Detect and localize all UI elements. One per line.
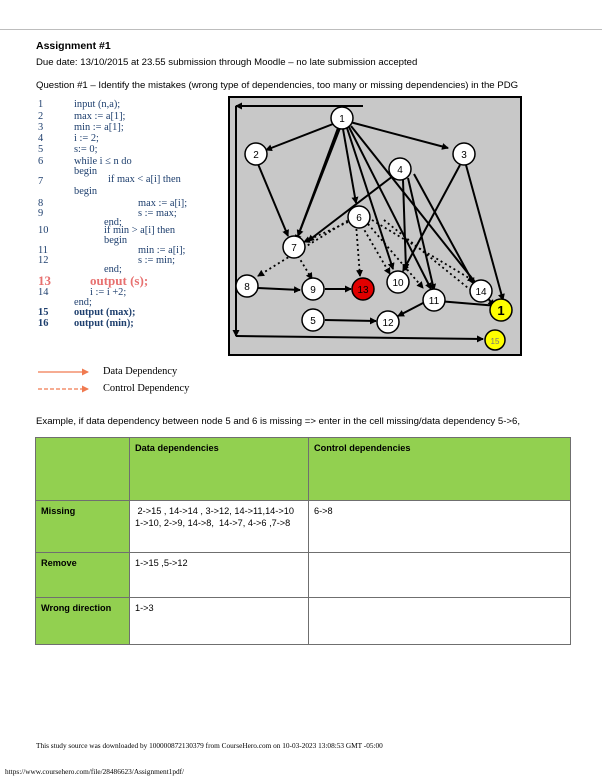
row-label: Remove [36,553,130,598]
node-14 [470,280,492,302]
data-dependency-cell: 1->15 ,5->12 [130,553,309,598]
svg-text:11: 11 [428,296,440,307]
code-line: s := max; [138,208,177,219]
code-line: min := a[1]; [74,122,124,133]
svg-text:2: 2 [253,150,259,161]
code-line: i := i +2; [90,287,127,298]
svg-text:15: 15 [490,337,500,346]
svg-text:10: 10 [392,278,404,289]
code-line: end; [104,264,122,275]
question-text: Question #1 – Identify the mistakes (wrong type of dependencies, too many or missing dependencies) in the PDG [36,80,519,91]
code-listing [0,0,230,360]
svg-text:1: 1 [339,114,345,125]
code-line: min := a[i]; [138,245,186,256]
legend-arrows [36,366,96,396]
node-9 [302,278,324,300]
line-number: 13 [38,273,51,288]
svg-text:8: 8 [244,282,250,293]
code-line: if max < a[i] then [108,174,181,185]
dependency-table [35,437,571,645]
line-number: 11 [38,245,49,256]
code-line: if min > a[i] then [104,225,176,236]
cell-line: 1->10, 2->9, 14->8, 14->7, 4->6 ,7->8 [135,518,291,529]
node-7 [283,236,305,258]
node-10 [387,271,409,293]
code-line-highlight: output (s); [90,273,149,288]
node-1-yellow [490,299,512,321]
node-8 [236,275,258,297]
code-line: s := min; [138,255,176,266]
svg-text:3: 3 [461,150,467,161]
footer-url[interactable]: https://www.coursehero.com/file/28486623/Assignment1pdf/ [5,767,185,776]
table-header-cell [36,438,130,501]
data-dependency-cell: 1->3 [130,598,309,645]
line-number: 1 [38,99,44,110]
assignment-title: Assignment #1 [36,40,111,52]
node-11 [423,289,445,311]
code-line: begin [74,166,98,177]
line-number: 8 [38,198,44,209]
code-line: end; [74,297,92,308]
code-line: output (max); [74,307,136,318]
code-line: max := a[1]; [74,111,126,122]
line-number: 12 [38,255,49,266]
legend-data-label: Data Dependency [103,366,178,377]
node-12 [377,311,399,333]
row-label: Missing [36,501,130,553]
code-line: begin [104,235,128,246]
line-number: 5 [38,144,44,155]
table-header-cell: Control dependencies [309,438,571,501]
cell-line: 2->15 , 14->14 , 3->12, 14->11,14->10 [135,506,294,516]
code-line: output (min); [74,318,134,329]
control-dependency-cell [309,553,571,598]
footer-source-note: This study source was downloaded by 100000872130379 from CourseHero.com on 10-03-2023 13:08:53 GMT -05:00 [36,741,383,750]
line-number: 10 [38,225,49,236]
line-number: 2 [38,111,44,122]
line-number: 3 [38,122,44,133]
legend-control-label: Control Dependency [103,383,190,394]
node-15 [485,330,505,350]
line-number: 15 [38,307,49,318]
control-dependency-cell [309,598,571,645]
code-line: max := a[i]; [138,198,188,209]
svg-text:9: 9 [310,285,316,296]
svg-text:13: 13 [357,285,369,296]
row-label: Wrong direction [36,598,130,645]
node-5 [302,309,324,331]
node-4 [389,158,411,180]
node-2 [245,143,267,165]
pdg-graph-svg [228,96,522,356]
data-dependency-cell [130,501,309,553]
control-dependency-cell: 6->8 [309,501,571,553]
graph-panel [229,97,521,355]
svg-text:4: 4 [397,165,403,176]
table-header-cell: Data dependencies [130,438,309,501]
svg-text:1: 1 [497,303,505,318]
code-line: while i ≤ n do [74,156,132,167]
code-line: i := 2; [74,133,99,144]
svg-text:14: 14 [475,287,487,298]
line-number: 16 [38,318,49,329]
node-13 [352,278,374,300]
example-text: Example, if data dependency between node 5 and 6 is missing => enter in the cell missing/data dependency 5->6, [36,416,520,427]
code-line: input (n,a); [74,99,121,110]
code-line: s:= 0; [74,144,98,155]
svg-text:6: 6 [356,213,362,224]
node-1 [331,107,353,129]
table-row [36,553,571,598]
table-row [36,501,571,553]
node-6 [348,206,370,228]
code-line: end; [104,217,122,228]
svg-text:7: 7 [291,243,297,254]
line-number: 7 [38,176,44,187]
table-header-row [36,438,571,501]
code-line: begin [74,186,98,197]
table-row [36,598,571,645]
line-number: 9 [38,208,44,219]
line-number: 14 [38,287,49,298]
node-3 [453,143,475,165]
line-number: 6 [38,156,44,167]
svg-text:12: 12 [382,318,394,329]
line-number: 4 [38,133,44,144]
due-date: Due date: 13/10/2015 at 23.55 submission through Moodle – no late submission accepted [36,57,418,68]
pdg-graph [228,96,522,356]
svg-text:5: 5 [310,316,316,327]
